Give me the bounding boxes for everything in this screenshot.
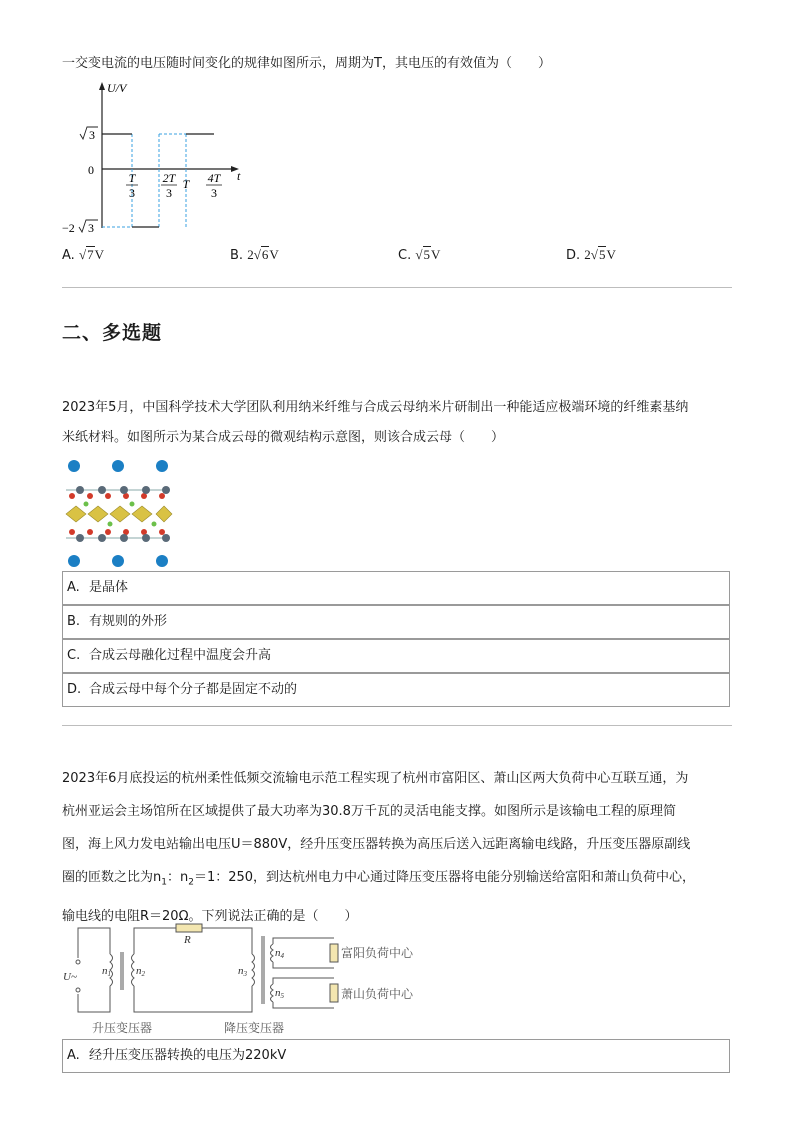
- transmission-circuit-diagram: [62, 922, 442, 1038]
- dashed-guides: [102, 134, 214, 227]
- q2-option-d[interactable]: D. 合成云母中每个分子都是固定不动的: [62, 673, 730, 707]
- resistor-label: R: [184, 934, 191, 946]
- tick-label-2t3-num: 2T: [162, 171, 176, 185]
- tick-label-t3-num: T: [128, 171, 136, 185]
- y-neg-label: [62, 220, 98, 235]
- mica-structure-image: [62, 458, 174, 570]
- section-title: 二、多选题: [62, 322, 163, 344]
- t-axis-label: t: [237, 169, 241, 183]
- step-up-label: 升压变压器: [92, 1021, 153, 1035]
- svg-text:−2: −2: [62, 221, 75, 235]
- origin-label: 0: [88, 163, 94, 177]
- q1-option-a[interactable]: A. √7V: [62, 247, 104, 263]
- tick-label-4t3-num: 4T: [207, 171, 221, 185]
- tick-label-t3-den: 3: [129, 186, 135, 200]
- divider: [62, 287, 732, 288]
- svg-text:3: 3: [88, 221, 94, 235]
- tick-label-2t3-den: 3: [166, 186, 172, 200]
- voltage-time-graph: [62, 78, 262, 240]
- q1-option-b[interactable]: B. 2√6V: [230, 247, 279, 263]
- voltage-waveform: [102, 134, 214, 227]
- svg-text:3: 3: [89, 128, 95, 142]
- q2-option-b[interactable]: B. 有规则的外形: [62, 605, 730, 639]
- tick-labels: [126, 171, 222, 200]
- q1-stem: 一交变电流的电压随时间变化的规律如图所示，周期为T，其电压的有效值为（ ）: [62, 56, 551, 71]
- coil-n2-label: n2: [136, 965, 145, 978]
- y-axis-label: U/V: [107, 81, 127, 95]
- q3-stem: 2023年6月底投运的杭州柔性低频交流输电示范工程实现了杭州市富阳区、萧山区两大负荷中心互联互通，为 杭州亚运会主场馆所在区域提供了最大功率为30.8万千瓦的灵活电能支撑。如图所示是该输电工程的原理简 图，海上风力发电站输出电压U＝880V，经升压变压器转换为高压后送入远距离输电线路，升压变压器原副线 圈的匝数之比为$n_1$：$n_2=1$：250，到达杭州电力中心通过降压变压器将电能分别输送给富阳和萧山负荷中心， 输电线的电阻R＝20Ω。下列说法正确的是（ ）: [62, 771, 696, 924]
- coil-n3-label: n3: [238, 965, 247, 978]
- q2-option-a[interactable]: A. 是晶体: [62, 571, 730, 605]
- coil-n1-label: n1: [102, 965, 111, 978]
- coil-n5-label: n5: [275, 987, 284, 1000]
- tick-label-t: T: [182, 177, 190, 191]
- y-axis-arrow: [99, 82, 105, 90]
- y-pos-label: [80, 127, 98, 142]
- coil-n4-label: n4: [275, 947, 284, 960]
- load-fuyang-label: 富阳负荷中心: [341, 946, 414, 960]
- q2-stem: 2023年5月，中国科学技术大学团队利用纳米纤维与合成云母纳米片研制出一种能适应极端环境的纤维素基纳 米纸材料。如图所示为某合成云母的微观结构示意图，则该合成云母（ ）: [62, 400, 689, 445]
- source-label: U~: [63, 971, 77, 983]
- divider-2: [62, 725, 732, 726]
- tick-label-4t3-den: 3: [211, 186, 217, 200]
- step-down-label: 降压变压器: [224, 1021, 285, 1035]
- q3-option-a[interactable]: A. 经升压变压器转换的电压为220kV: [62, 1039, 730, 1073]
- q2-option-c[interactable]: C. 合成云母融化过程中温度会升高: [62, 639, 730, 673]
- load-xiaoshan-label: 萧山负荷中心: [341, 987, 414, 1001]
- q1-option-c[interactable]: C. √5V: [398, 247, 441, 263]
- q1-option-d[interactable]: D. 2√5V: [566, 247, 616, 263]
